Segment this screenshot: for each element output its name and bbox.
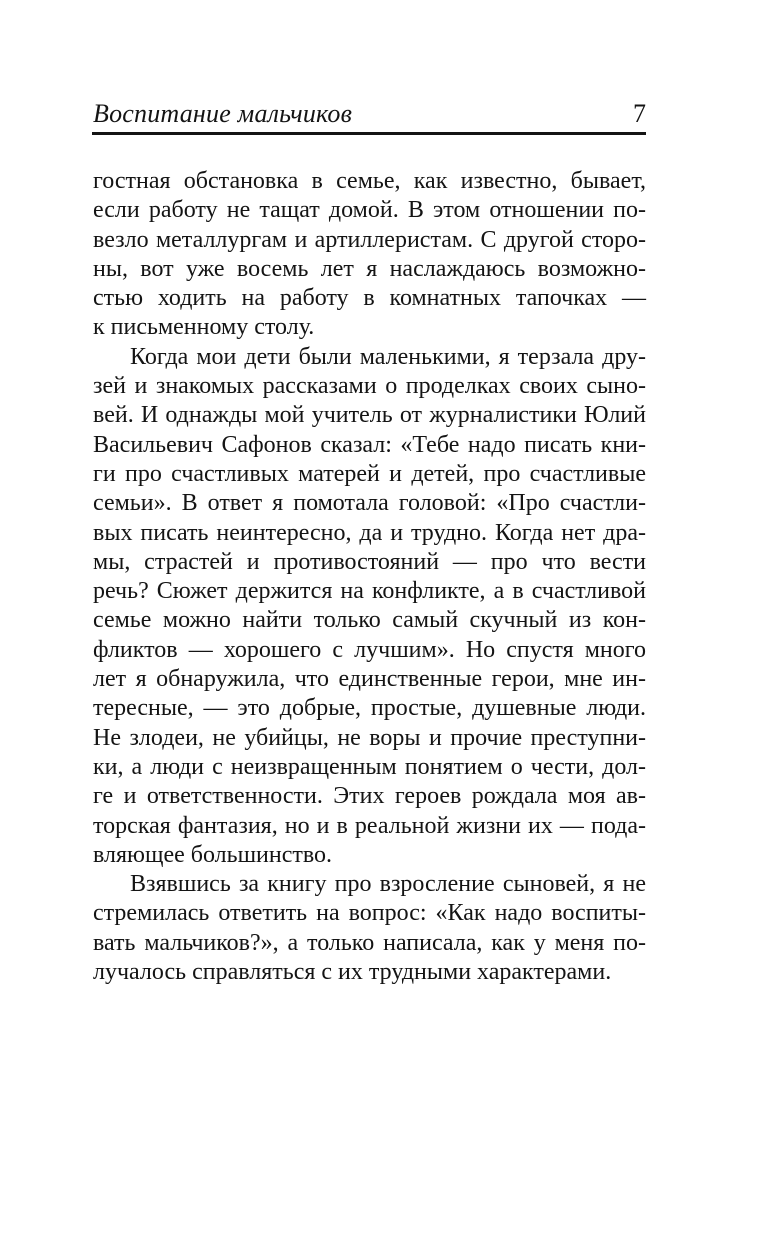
running-header-title: Воспитание мальчиков: [93, 99, 353, 128]
text-line: Взявшись за книгу про взросление сыновей, я не: [130, 871, 646, 898]
text-line: гостная обстановка в семье, как известно, бывает,: [93, 168, 646, 194]
paragraph: [93, 343, 646, 870]
page-number: 7: [633, 99, 646, 128]
paragraph: [93, 870, 646, 987]
text-line: вать мальчиков?», а только написала, как у меня по-: [93, 929, 646, 956]
running-header: [93, 99, 646, 129]
text-line: если работу не тащат домой. В этом отношении по-: [93, 197, 646, 224]
text-line: торская фантазия, но и в реальной жизни их — пода-: [93, 812, 646, 839]
text-line: везло металлургам и артиллеристам. С другой сторо-: [93, 226, 646, 253]
body-text: [93, 167, 646, 987]
text-line: вей. И однажды мой учитель от журналистики Юлий: [93, 402, 646, 429]
text-line: к письменному столу.: [93, 314, 315, 341]
text-line: семьи». В ответ я помотала головой: «Про счастли-: [93, 490, 646, 517]
text-line: Не злодеи, не убийцы, не воры и прочие преступни-: [93, 724, 646, 751]
text-line: ки, а люди с неизвращенным понятием о чести, дол-: [93, 753, 646, 780]
text-line: тересные, — это добрые, простые, душевные люди.: [93, 695, 646, 722]
text-line: зей и знакомых рассказами о проделках своих сыно-: [93, 373, 646, 400]
text-line: стремилась ответить на вопрос: «Как надо воспиты-: [93, 900, 646, 927]
text-line: вляющее большинство.: [93, 841, 333, 868]
text-line: Васильевич Сафонов сказал: «Тебе надо писать кни-: [93, 431, 646, 458]
text-line: ги про счастливых матерей и детей, про счастливые: [93, 460, 646, 487]
text-line: стью ходить на работу в комнатных тапочках —: [93, 285, 646, 312]
text-line: семье можно найти только самый скучный из кон-: [93, 607, 646, 634]
text-line: фликтов — хорошего с лучшим». Но спустя много: [93, 636, 646, 663]
paragraph: [93, 167, 646, 343]
text-line: ге и ответственности. Этих героев рождала моя ав-: [93, 783, 646, 810]
text-line: речь? Сюжет держится на конфликте, а в счастливой: [93, 578, 646, 605]
text-line: лет я обнаружила, что единственные герои, мне ин-: [93, 666, 646, 693]
text-line: Когда мои дети были маленькими, я терзала дру-: [130, 343, 646, 370]
text-line: лучалось справляться с их трудными характерами.: [93, 959, 612, 986]
text-line: ны, вот уже восемь лет я наслаждаюсь возможно-: [93, 255, 646, 282]
header-rule: [92, 132, 646, 135]
text-line: вых писать неинтересно, да и трудно. Когда нет дра-: [93, 519, 646, 546]
text-line: мы, страстей и противостояний — про что вести: [93, 548, 646, 575]
